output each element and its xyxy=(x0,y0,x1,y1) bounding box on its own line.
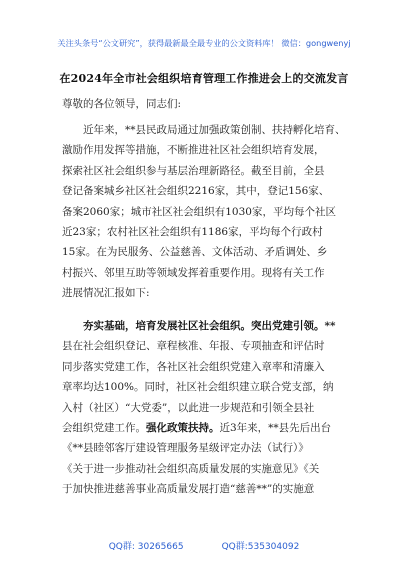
qq-group-1: QQ群: 30265665 xyxy=(108,542,184,552)
promo-header: 关注头条号“公文研究”，获得最新最全最专业的公文资料库！ 微信：gongwenyj xyxy=(57,38,351,48)
paragraph-intro xyxy=(62,120,352,304)
bold-heading: 强化政策扶持。 xyxy=(146,421,220,434)
text-line: 近年来，**县民政局通过加强政策创制、扶持孵化培育、 xyxy=(83,124,346,136)
text-line xyxy=(62,418,352,438)
document-title: 在2024年全市社会组织培育管理工作推进会上的交流发言 xyxy=(59,72,349,85)
text-line: 入村（社区）“大党委”，以此进一步规范和引领全县社 xyxy=(62,401,315,414)
text-fragment: ** xyxy=(324,320,336,332)
text-line: 15家。在为民服务、公益慈善、文体活动、矛盾调处、乡 xyxy=(62,246,328,259)
text-line: 《**县睦邻客厅建设管理服务星级评定办法（试行）》 xyxy=(62,442,309,455)
text-fragment: 近3年来，**县先后出台 xyxy=(219,421,332,434)
text-line xyxy=(62,316,352,336)
qq-group-2: QQ群:535304092 xyxy=(221,542,300,552)
text-fragment: 会组织党建工作。 xyxy=(62,421,146,434)
text-line: 登记备案城乡社区社会组织2216家，其中，登记156家、 xyxy=(62,185,330,198)
text-line: 章率均达100%。同时，社区社会组织建立联合党支部，纳 xyxy=(62,381,334,394)
text-line: 县在社会组织登记、章程核准、年报、专项抽查和评估时 xyxy=(62,340,325,353)
text-line: 《关于进一步推动社会组织高质量发展的实施意见》《关 xyxy=(62,462,320,475)
text-line: 同步落实党建工作，各社区社会组织党建入章率和清廉入 xyxy=(62,360,325,373)
text-line: 探索社区社会组织参与基层治理新路径。截至目前，全县 xyxy=(62,164,325,177)
text-line: 备案2060家；城市社区社会组织有1030家，平均每个社区 xyxy=(62,205,336,218)
text-line: 于加快推进慈善事业高质量发展打造“慈善**”的实施意 xyxy=(62,483,315,496)
text-line: 进展情况汇报如下: xyxy=(62,287,150,300)
text-line: 近23家；农村社区社会组织有1186家，平均每个行政村 xyxy=(62,225,323,238)
bold-heading: 夯实基础，培育发展社区社会组织。突出党建引领。 xyxy=(83,320,325,332)
greeting: 尊敬的各位领导，同志们: xyxy=(62,98,182,110)
text-line: 村振兴、邻里互助等领域发挥着重要作用。现将有关工作 xyxy=(62,266,325,279)
text-line: 激励作用发挥等措施，不断推进社区社会组织培育发展， xyxy=(62,144,325,157)
footer-contact xyxy=(0,539,408,552)
paragraph-party-building xyxy=(62,316,352,500)
